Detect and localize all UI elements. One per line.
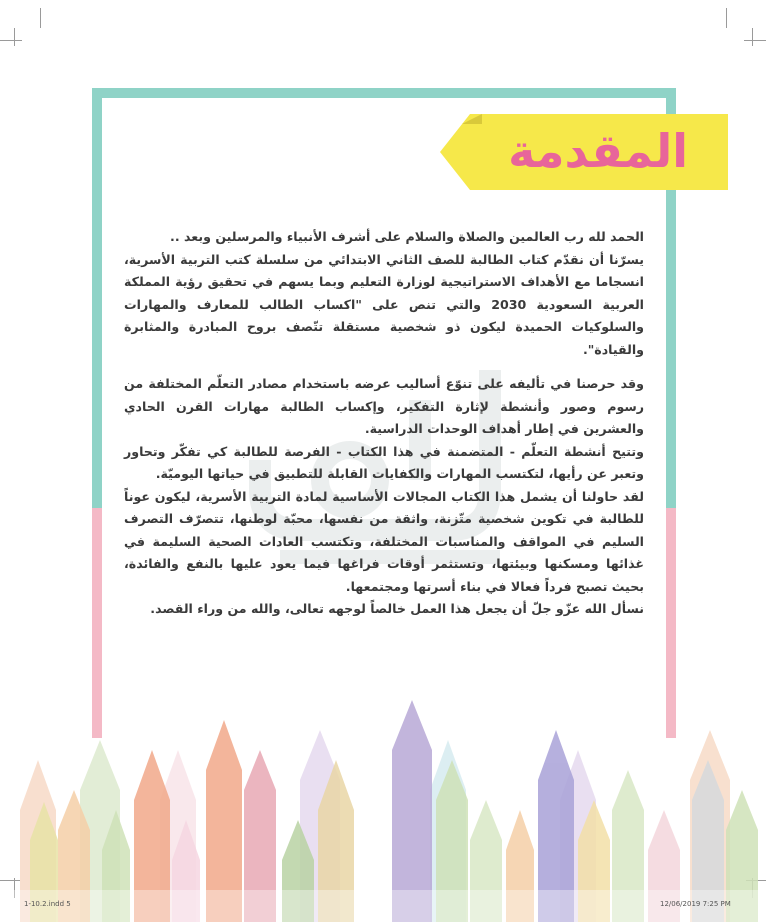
print-timestamp: 12/06/2019 7:25 PM [660,900,731,908]
paragraph: لقد حاولنا أن يشمل هذا الكتاب المجالات الأساسية لمادة التربية الأسرية، ليكون عوناً للطالبة في تكوين شخصية متّزنة، واثقة من نفسها، محبّة لوطنها، تتصرّف التصرف السليم في المواقف والمناسبات المختلفة، وتكتسب العادات الصحية السليمة في غذائها ومسكنها وبيئتها، وتستثمر أوقات فراغها فيما يعود عليها بالنفع والفائدة، بحيث تصبح فرداً فعالا في بناء أسرتها ومجتمعها. [124,488,644,594]
paragraph: وقد حرصنا في تأليفه على تنوّع أساليب عرضه باستخدام مصادر التعلّم المختلفة من رسوم وصور وأنشطة لإثارة التفكير، وإكساب الطالبة مهارات القرن الحادي والعشرين في إطار أهداف الوحدات الدراسية. [124,376,644,436]
crop-mark [14,28,15,46]
introduction-text [124,226,644,621]
paragraph: يسرّنا أن نقدّم كتاب الطالبة للصف الثاني الابتدائي من سلسلة كتب التربية الأسرية، انسجاما مع الأهداف الاستراتيجية لوزارة التعليم وبما يسهم في تحقيق رؤية المملكة العربية السعودية 2030 والتي تنص على "اكساب الطالب للمعارف والمهارات والسلوكيات الحميدة ليكون ذو شخصية مستقلة تتّصف بروح المبادرة والمثابرة والقيادة". [124,251,644,357]
file-name: 1-10.2.indd 5 [24,900,71,908]
crop-mark [0,40,22,41]
pencils-illustration [0,690,766,922]
crop-mark [40,8,41,28]
frame-top-border [92,88,676,98]
frame-left-border [92,88,102,508]
paragraph: نسأل الله عزّو جلّ أن يجعل هذا العمل خالصاً لوجهه تعالى، والله من وراء القصد. [150,601,644,616]
page-title: المقدمة [508,124,688,178]
paragraph: الحمد لله رب العالمين والصلاة والسلام على أشرف الأنبياء والمرسلين وبعد .. [170,229,644,244]
title-banner [440,112,728,192]
crop-mark [744,40,766,41]
crop-mark [726,8,727,28]
paragraph: وتتيح أنشطة التعلّم - المتضمنة في هذا الكتاب - الفرصة للطالبة كي تفكّر وتحاور وتعبر عن رأيها، لتكتسب المهارات والكفايات القابلة للتطبيق في حياتها اليوميّة. [124,443,644,481]
crop-mark [752,28,753,46]
